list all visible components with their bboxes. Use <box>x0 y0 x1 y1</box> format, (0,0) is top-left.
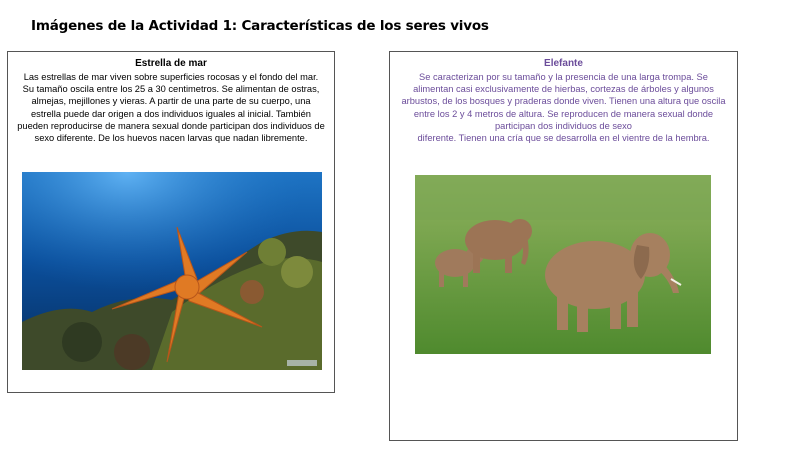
elephant-description <box>394 71 733 144</box>
starfish-card <box>7 51 335 393</box>
elephant-text-line: diferente. Tienen una cría que se desarrolla en el vientre de la hembra. <box>417 133 710 144</box>
starfish-text-line: Las estrellas de mar viven sobre superficies rocosas y el fondo del mar. <box>23 72 319 82</box>
starfish-text-line: almejas, mejillones y vieras. A partir de una parte de su cuerpo, una <box>31 96 311 107</box>
elephant-text-line: participan dos individuos de sexo <box>495 120 632 131</box>
starfish-text-line: sexo diferente. De los huevos nacen larvas que nadan libremente. <box>34 133 308 144</box>
starfish-text-line: Su tamaño oscila entre los 25 a 30 centimetros. Se alimentan de ostras, <box>22 84 320 95</box>
page-title: Imágenes de la Actividad 1: Características de los seres vivos <box>31 18 489 34</box>
starfish-text-line: pueden reproducirse de manera sexual donde participan dos individuos de <box>17 120 325 131</box>
elephant-card-title: Elefante <box>544 58 583 69</box>
elephant-text-line: arbustos, de los bosques y praderas donde viven. Tienen una altura que oscila <box>401 96 726 107</box>
elephants-photo <box>415 175 711 354</box>
starfish-text-line: estrella puede dar origen a dos individuos iguales al inicial. También <box>31 108 311 119</box>
starfish-photo <box>22 172 322 370</box>
elephant-text-line: entre los 2 y 4 metros de altura. Se reproducen de manera sexual donde <box>413 108 714 119</box>
elephant-card <box>389 51 738 441</box>
starfish-description <box>12 71 330 144</box>
elephant-text-line: alimentan casi exclusivamente de hierbas, cortezas de árboles y algunos <box>413 84 714 95</box>
starfish-card-title: Estrella de mar <box>135 58 207 69</box>
elephant-text-line: Se caracterizan por su tamaño y la presencia de una larga trompa. Se <box>419 72 708 82</box>
